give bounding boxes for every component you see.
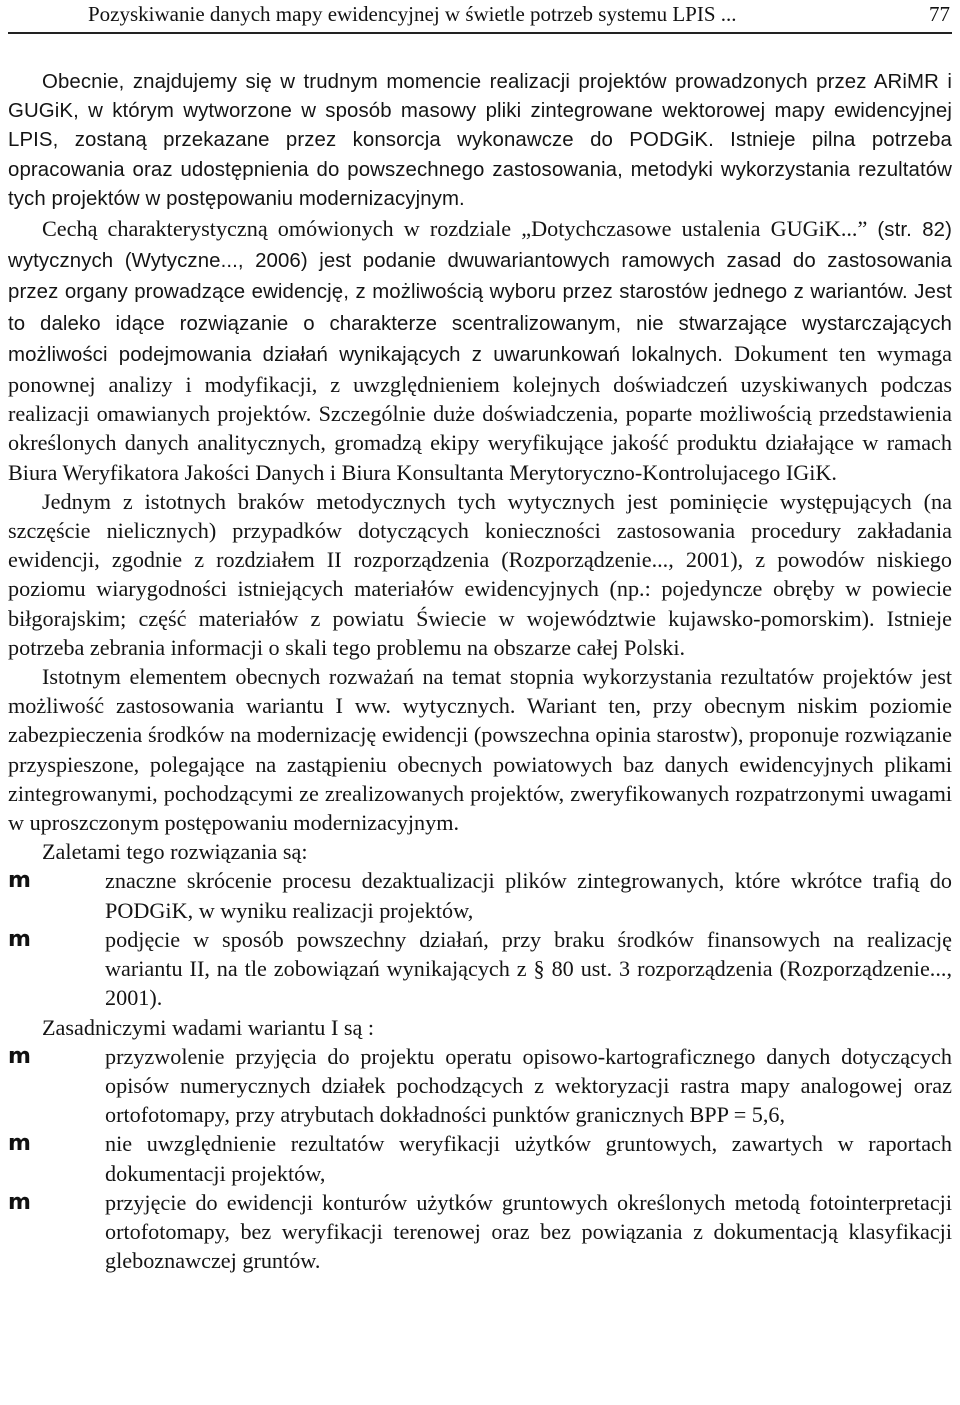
list-item-text: nie uwzględnienie rezultatów weryfikacji użytków gruntowych, zawartych w raportach dokumentacji projektów, — [105, 1131, 952, 1186]
paragraph-2-part-a: Cechą charakterystyczną omówionych w rozdziale „Dotychczasowe ustalenia GUGiK...” — [42, 216, 868, 242]
paragraph-2-part-c: Dokument ten wymaga ponownej analizy i modyfikacji, z uwzględnieniem kolejnych doświadczeń uzyskiwanych podczas realizacji omawianych projektów. Szczególnie duże doświadczenia, poparte możliwością przedstawienia określonych danych analitycznych, gromadzą ekipy weryfikujące jakość produktu działające w ramach Biura Weryfikatora Jakości Danych i Biura Konsultanta Merytoryczno-Kontrolujacego IGiK. — [8, 340, 952, 485]
bullet-icon: m — [8, 1189, 31, 1215]
body-text — [8, 68, 952, 1275]
list-item-text: przyjęcie do ewidencji konturów użytków gruntowych określonych metodą fotointerpretacji ortofotomapy, bez weryfikacji terenowej oraz bez powiązania z dokumentacją klasyfikacji gleboznawczej gruntów. — [105, 1189, 952, 1274]
bullet-icon: m — [8, 926, 31, 952]
running-header-title: Pozyskiwanie danych mapy ewidencyjnej w świetle potrzeb systemu LPIS ... — [88, 2, 737, 26]
bullet-icon: m — [8, 1131, 31, 1157]
paragraph-4: Istotnym elementem obecnych rozważań na temat stopnia wykorzystania rezultatów projektów jest możliwość zastosowania wariantu I ww. wytycznych. Wariant ten, przy obecnym niskim poziomie zabezpieczenia środków na modernizację ewidencji (powszechna opinia starostw), proponuje rozwiązanie przyspieszone, polegające na zastąpieniu obecnych powiatowych baz danych ewidencyjnych plikami zintegrowanymi, pochodzącymi ze zrealizowanych projektów, zweryfikowanych rozpatrzonymi uwagami w uproszczonym postępowaniu modernizacyjnym. — [8, 664, 952, 836]
paragraph-2-part-b: (str. 82) wytycznych (Wytyczne..., 2006) jest podanie dwuwariantowych ramowych zasad do zastosowania przez organy prowadzące ewidencję, z możliwością wyboru przez starostów jednego z wariantów. Jest to daleko idące rozwiązanie o charakterze scentralizowanym, nie stwarzające wystarczających możliwości podejmowania działań wynikających z uwarunkowań lokalnych. — [8, 219, 952, 366]
advantages-list — [8, 866, 952, 1012]
paragraph-1: Obecnie, znajdujemy się w trudnym momencie realizacji projektów prowadzonych przez ARiMR i GUGiK, w którym wytworzone w sposób masowy pliki zintegrowane wektorowej mapy ewidencyjnej LPIS, zostaną przekazane przez konsorcja wykonawcze do PODGiK. Istnieje pilna potrzeba opracowania oraz udostępnienia do powszechnego zastosowania, metodyki wykorzystania rezultatów tych projektów w postępowaniu modernizacyjnym. — [8, 71, 952, 210]
paragraph-2 — [8, 214, 952, 487]
list-item — [8, 1188, 952, 1276]
disadvantages-list — [8, 1042, 952, 1276]
list-item-text: podjęcie w sposób powszechny działań, przy braku środków finansowych na realizację wariantu II, na tle zobowiązań wynikających z § 80 ust. 3 rozporządzenia (Rozporządzenie..., 2001). — [105, 926, 952, 1011]
bullet-icon: m — [8, 1043, 31, 1069]
bullet-icon: m — [8, 868, 31, 894]
advantages-intro: Zaletami tego rozwiązania są: — [42, 839, 308, 865]
list-item — [8, 1129, 952, 1187]
list-item-text: przyzwolenie przyjęcia do projektu operatu opisowo-kartograficznego danych dotyczących opisów numerycznych działek pochodzących z wektoryzacji rastra mapy analogowej oraz ortofotomapy, przy atrybutach dokładności punktów granicznych BPP = 5,6, — [105, 1043, 952, 1128]
list-item — [8, 1042, 952, 1130]
page-number: 77 — [929, 2, 950, 26]
list-item — [8, 866, 952, 924]
running-header — [8, 0, 952, 34]
list-item-text: znaczne skrócenie procesu dezaktualizacji plików zintegrowanych, które wkrótce trafią do PODGiK, w wyniku realizacji projektów, — [105, 868, 952, 923]
paragraph-3: Jednym z istotnych braków metodycznych tych wytycznych jest pominięcie występujących (na szczęście nielicznych) przypadków dotyczących konieczności zastosowania procedury zakładania ewidencji, zgodnie z rozdziałem II rozporządzenia (Rozporządzenie..., 2001), z powodów niskiego poziomu wiarygodności istniejących materiałów ewidencyjnych (np.: pojedyncze obręby w powiecie biłgorajskim; część materiałów z powiatu Świecie w województwie kujawsko-pomorskim). Istnieje potrzeba zebrania informacji o skali tego problemu na obszarze całej Polski. — [8, 488, 952, 660]
disadvantages-intro: Zasadniczymi wadami wariantu I są : — [42, 1014, 375, 1040]
list-item — [8, 925, 952, 1013]
